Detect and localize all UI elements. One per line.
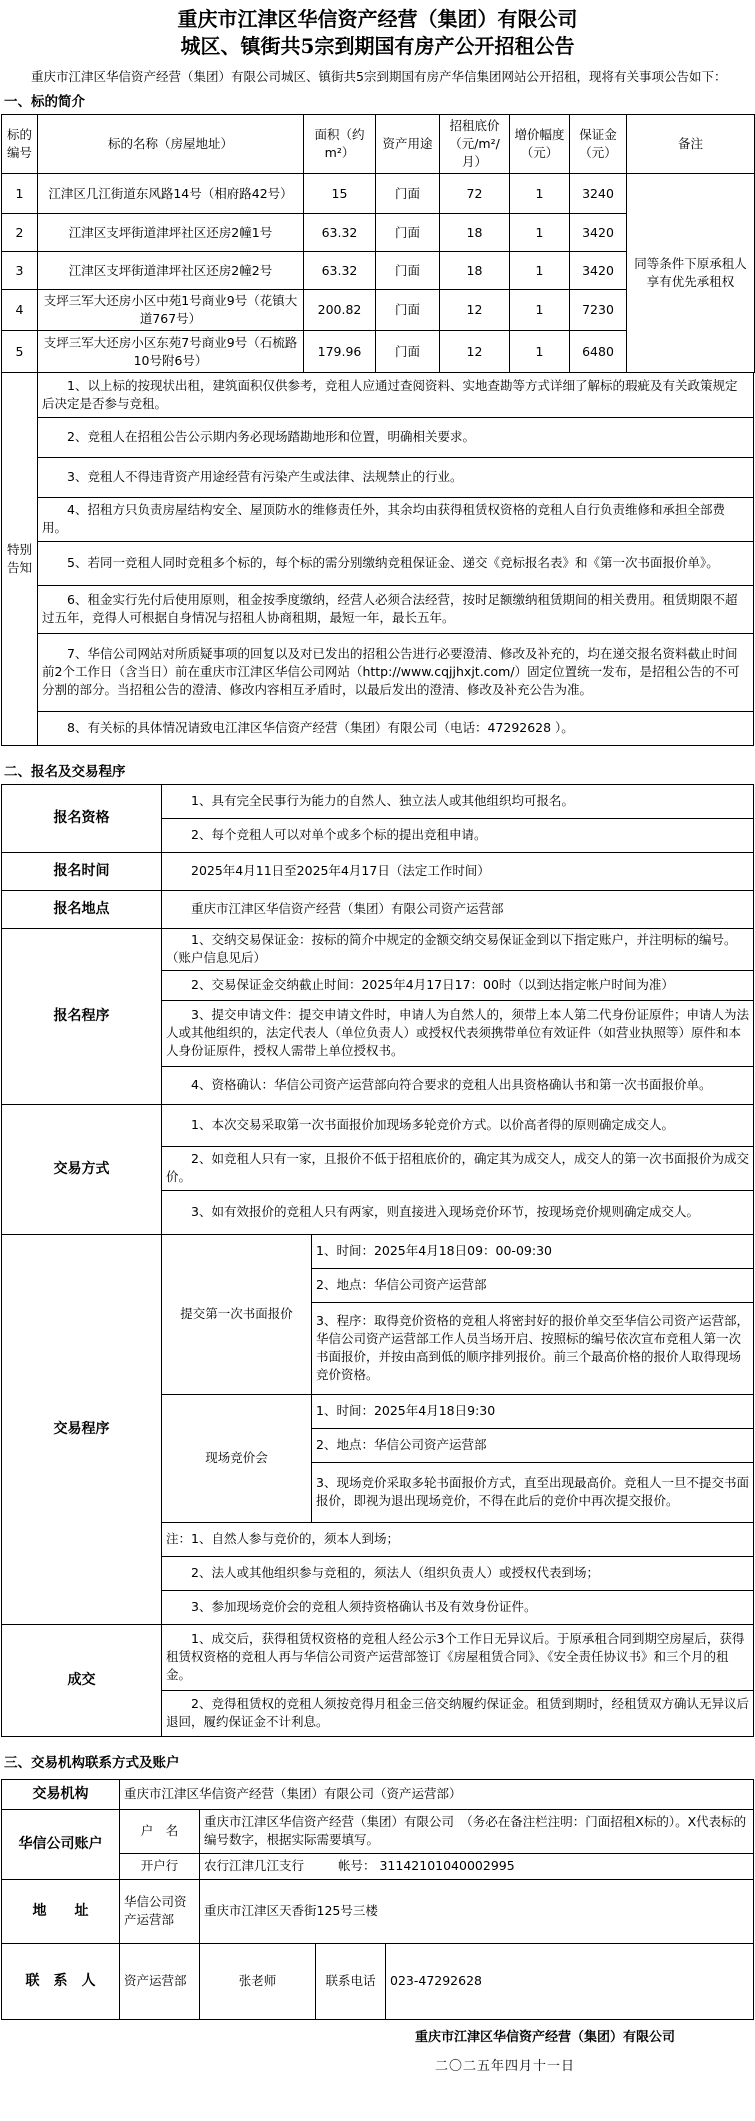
phone-value: 023-47292628 <box>386 1943 754 2019</box>
holder-label: 户 名 <box>120 1809 200 1853</box>
auction-item: 1、时间：2025年4月18日9:30 <box>312 1394 754 1428</box>
lot-area: 200.82 <box>304 290 376 331</box>
lot-name: 江津区支坪街道津坪社区还房2幢2号 <box>38 252 304 290</box>
lot-area: 63.32 <box>304 252 376 290</box>
col-header: 保证金（元） <box>570 115 627 174</box>
note-item: 4、招租方只负责房屋结构安全、屋顶防水的维修责任外，其余均由获得租赁权资格的竞租人自行负责维修和承担全部费用。 <box>38 497 754 541</box>
lot-price: 18 <box>440 214 510 252</box>
agency-value: 重庆市江津区华信资产经营（集团）有限公司（资产运营部） <box>120 1779 754 1809</box>
col-header: 资产用途 <box>376 115 440 174</box>
notice-title <box>0 6 755 60</box>
lot-name: 支坪三军大还房小区东苑7号商业9号（石梳路10号附6号） <box>38 331 304 373</box>
account-number: 31142101040002995 <box>379 1858 515 1873</box>
lot-area: 63.32 <box>304 214 376 252</box>
listing-header-row <box>2 115 755 174</box>
method-item: 1、本次交易采取第一次书面报价加现场多轮竞价方式。以价高者得的原则确定成交人。 <box>162 1104 754 1146</box>
lot-price: 72 <box>440 174 510 214</box>
deal-item: 1、成交后，获得租赁权资格的竞租人经公示3个工作日无异议后。于原承租合同到期空房屋后，获得租赁权资格的竞租人再与华信公司资产运营部签订《房屋租赁合同》、《安全责任协议书》和三个月的租金。 <box>162 1624 754 1690</box>
lot-step: 1 <box>510 331 570 373</box>
title-line-2: 城区、镇街共5宗到期国有房产公开招租公告 <box>180 34 575 58</box>
section-2-heading: 二、报名及交易程序 <box>4 763 126 780</box>
note-item: 3、竞租人不得违背资产用途经营有污染产生或法律、法规禁止的行业。 <box>38 457 754 497</box>
note-item: 6、租金实行先付后使用原则，租金按季度缴纳，经营人必须合法经营，按时足额缴纳租赁期间的相关费用。租赁期限不超过五年，竞得人可根据自身情况与招租人协商租期，最短一年，最长五年。 <box>38 585 754 633</box>
intro-paragraph: 重庆市江津区华信资产经营（集团）有限公司城区、镇街共5宗到期国有房产华信集团网站公开招租，现将有关事项公告如下： <box>31 69 727 84</box>
first-quote-item: 2、地点：华信公司资产运营部 <box>312 1268 754 1302</box>
note-item: 1、以上标的按现状出租，建筑面积仅供参考，竞租人应通过查阅资料、实地查勘等方式详细了解标的瑕疵及有关政策规定后决定是否参与竞租。 <box>38 373 754 417</box>
note-item: 5、若同一竞租人同时竞租多个标的，每个标的需分别缴纳竞租保证金、递交《竞标报名表》和《第一次书面报价单》。 <box>38 541 754 585</box>
phone-label: 联系电话 <box>316 1943 386 2019</box>
col-header: 增价幅度（元） <box>510 115 570 174</box>
first-quote-label: 提交第一次书面报价 <box>162 1234 312 1394</box>
bank-label: 开户行 <box>120 1853 200 1879</box>
lot-step: 1 <box>510 174 570 214</box>
bank-value: 农行江津几江支行 <box>204 1858 305 1873</box>
col-header: 面积（约m²） <box>304 115 376 174</box>
lot-price: 12 <box>440 331 510 373</box>
bank-row <box>200 1853 754 1879</box>
qualification-item: 1、具有完全民事行为能力的自然人、独立法人或其他组织均可报名。 <box>162 784 754 818</box>
note-item: 8、有关标的具体情况请致电江津区华信资产经营（集团）有限公司（电话：47292628 ）。 <box>38 711 754 745</box>
qualification-item: 2、每个竞租人可以对单个或多个标的提出竞租申请。 <box>162 818 754 852</box>
agency-label: 交易机构 <box>2 1779 120 1809</box>
account-number-label: 帐号： <box>337 1858 376 1873</box>
auction-label: 现场竞价会 <box>162 1394 312 1522</box>
address-dept: 华信公司资产运营部 <box>120 1879 200 1943</box>
listing-table <box>1 114 755 373</box>
lot-no: 3 <box>2 252 38 290</box>
lot-deposit: 3240 <box>570 174 627 214</box>
method-item: 2、如竞租人只有一家，且报价不低于招租底价的，确定其为成交人，成交人的第一次书面报价为成交价。 <box>162 1146 754 1190</box>
lot-remark: 同等条件下原承租人享有优先承租权 <box>627 174 755 373</box>
lot-no: 4 <box>2 290 38 331</box>
lot-use: 门面 <box>376 331 440 373</box>
section-3-heading: 三、交易机构联系方式及账户 <box>4 1754 180 1771</box>
holder-value: 重庆市江津区华信资产经营（集团）有限公司 （务必在备注栏注明：门面招租X标的）。X代表标的编号数字，根据实际需要填写。 <box>200 1809 754 1853</box>
col-header: 招租底价（元/m²/月） <box>440 115 510 174</box>
first-quote-item: 1、时间：2025年4月18日09：00-09:30 <box>312 1234 754 1268</box>
lot-no: 5 <box>2 331 38 373</box>
lot-deposit: 6480 <box>570 331 627 373</box>
lot-price: 12 <box>440 290 510 331</box>
address-label: 地 址 <box>2 1879 120 1943</box>
lot-deposit: 3420 <box>570 252 627 290</box>
note-item: 7、华信公司网站对所质疑事项的回复以及对已发出的招租公告进行必要澄清、修改及补充的，均在递交报名资料截止时间前2个工作日（含当日）前在重庆市江津区华信公司网站（http://www.cqjjhxjt.com/）固定位置统一发布，是招租公告的不可分割的部分。当招租公告的澄清、修改内容相互矛盾时，以最后发出的澄清、修改及补充公告为准。 <box>38 633 754 711</box>
lot-use: 门面 <box>376 252 440 290</box>
title-line-1: 重庆市江津区华信资产经营（集团）有限公司 <box>177 7 578 31</box>
col-header: 标的名称（房屋地址） <box>38 115 304 174</box>
procedure-table <box>1 784 754 1737</box>
section-1-heading: 一、标的简介 <box>4 94 85 110</box>
lot-step: 1 <box>510 252 570 290</box>
procedure-item: 3、提交申请文件：提交申请文件时，申请人为自然人的，须带上本人第二代身份证原件；申请人为法人或其他组织的，法定代表人（单位负责人）或授权代表须携带单位有效证件（如营业执照等）原件和本人身份证原件，授权人需带上单位授权书。 <box>162 1000 754 1066</box>
col-header: 标的编号 <box>2 115 38 174</box>
procedure-item: 2、交易保证金交纳截止时间：2025年4月17日17：00时（以到达指定帐户时间为准） <box>162 970 754 1000</box>
note-item: 2、竞租人在招租公告公示期内务必现场踏勘地形和位置，明确相关要求。 <box>38 417 754 457</box>
method-item: 3、如有效报价的竞租人只有两家，则直接进入现场竞价环节，按现场竞价规则确定成交人。 <box>162 1190 754 1234</box>
registration-place: 重庆市江津区华信资产经营（集团）有限公司资产运营部 <box>162 890 754 928</box>
lot-use: 门面 <box>376 290 440 331</box>
first-quote-item: 3、程序：取得竞价资格的竞租人将密封好的报价单交至华信公司资产运营部，华信公司资产运营部工作人员当场开启、按照标的编号依次宣布竞租人第一次书面报价，并按由高到低的顺序排列报价。前三个最高价格的报价人取得现场竞价资格。 <box>312 1302 754 1394</box>
lot-name: 江津区几江街道东风路14号（相府路42号） <box>38 174 304 214</box>
auction-item: 2、地点：华信公司资产运营部 <box>312 1428 754 1462</box>
lot-name: 支坪三军大还房小区中苑1号商业9号（花镇大道767号） <box>38 290 304 331</box>
col-header: 备注 <box>627 115 755 174</box>
signing-company: 重庆市江津区华信资产经营（集团）有限公司 <box>414 2029 675 2045</box>
lot-no: 2 <box>2 214 38 252</box>
account-label: 华信公司账户 <box>2 1809 120 1879</box>
auction-item: 3、现场竞价采取多轮书面报价方式，直至出现最高价。竞租人一旦不提交书面报价，即视为退出现场竞价，不得在此后的竞价中再次提交报价。 <box>312 1462 754 1522</box>
process-label: 交易程序 <box>2 1234 162 1624</box>
procedure-label: 报名程序 <box>2 928 162 1104</box>
qualification-label: 报名资格 <box>2 784 162 852</box>
deal-item: 2、竞得租赁权的竞租人须按竞得月租金三倍交纳履约保证金。租赁到期时，经租赁双方确认无异议后退回，履约保证金不计利息。 <box>162 1690 754 1736</box>
lot-name: 江津区支坪街道津坪社区还房2幢1号 <box>38 214 304 252</box>
procedure-item: 4、资格确认：华信公司资产运营部向符合要求的竞租人出具资格确认书和第一次书面报价单。 <box>162 1066 754 1104</box>
contact-dept: 资产运营部 <box>120 1943 200 2019</box>
method-label: 交易方式 <box>2 1104 162 1234</box>
process-note: 2、法人或其他组织参与竞租的，须法人（组织负责人）或授权代表到场； <box>162 1556 754 1590</box>
special-notes-table <box>1 373 754 746</box>
contact-table <box>1 1779 754 2020</box>
contact-name: 张老师 <box>200 1943 316 2019</box>
lot-use: 门面 <box>376 174 440 214</box>
lot-step: 1 <box>510 290 570 331</box>
table-row <box>2 174 755 214</box>
lot-no: 1 <box>2 174 38 214</box>
lot-area: 15 <box>304 174 376 214</box>
place-label: 报名地点 <box>2 890 162 928</box>
lot-use: 门面 <box>376 214 440 252</box>
special-notes-label: 特别告知 <box>2 373 38 745</box>
registration-time: 2025年4月11日至2025年4月17日（法定工作时间） <box>162 852 754 890</box>
deal-label: 成交 <box>2 1624 162 1736</box>
lot-step: 1 <box>510 214 570 252</box>
lot-deposit: 3420 <box>570 214 627 252</box>
address-value: 重庆市江津区天香街125号三楼 <box>200 1879 754 1943</box>
lot-area: 179.96 <box>304 331 376 373</box>
lot-deposit: 7230 <box>570 290 627 331</box>
signing-date: 二〇二五年四月十一日 <box>434 2058 575 2074</box>
process-note: 3、参加现场竞价会的竞租人须持资格确认书及有效身份证件。 <box>162 1590 754 1624</box>
process-note: 注：1、自然人参与竞价的，须本人到场； <box>162 1522 754 1556</box>
lot-price: 18 <box>440 252 510 290</box>
procedure-item: 1、交纳交易保证金：按标的简介中规定的金额交纳交易保证金到以下指定账户，并注明标的编号。（账户信息见后） <box>162 928 754 970</box>
contact-label: 联 系 人 <box>2 1943 120 2019</box>
time-label: 报名时间 <box>2 852 162 890</box>
